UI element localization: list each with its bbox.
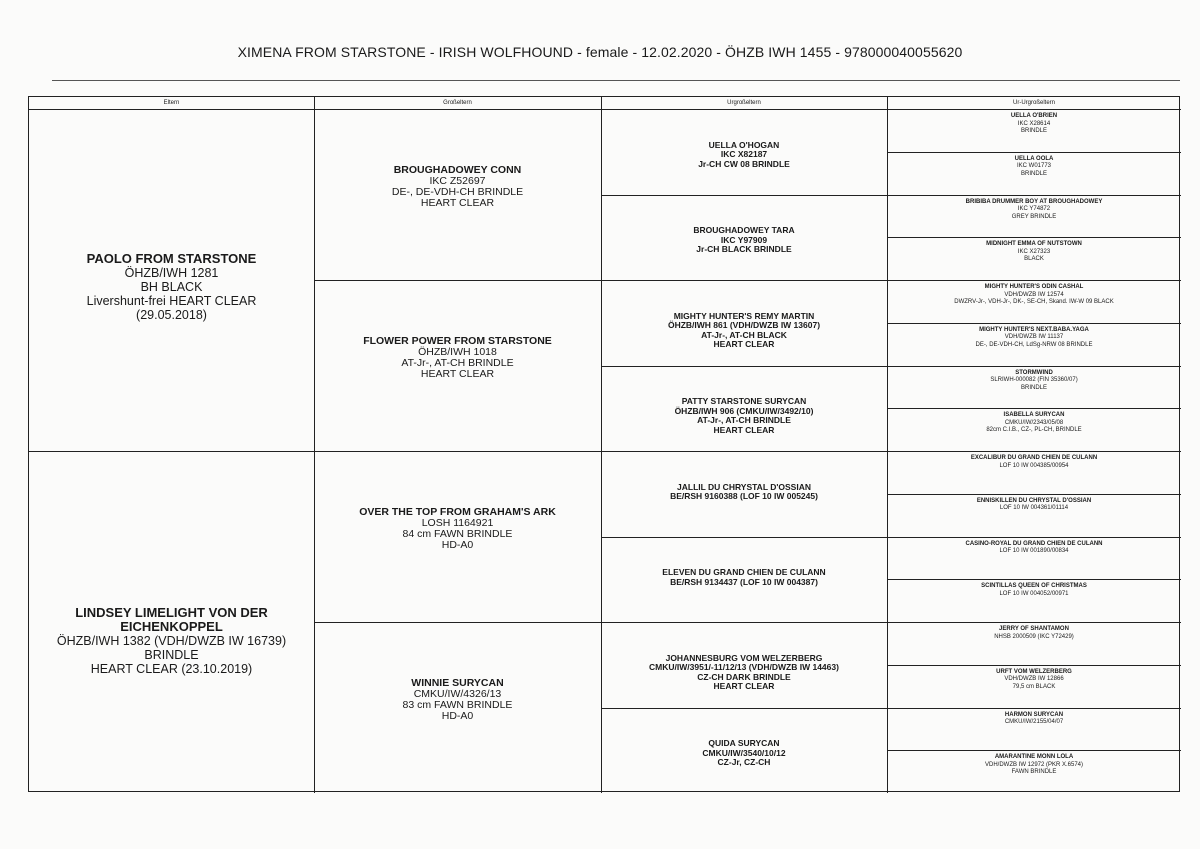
dog-name: WINNIE SURYCAN [411,677,504,690]
dog-name: OVER THE TOP FROM GRAHAM'S ARK [359,506,556,519]
dog-entry [996,669,1072,692]
dog-detail: VDH/DWZB IW 11137 [1004,334,1064,341]
dog-name: URFT VOM WELZERBERG [996,668,1072,675]
dog-detail: VDH/DWZB IW 12972 (PKR X.6574) [984,761,1084,768]
dog-detail: Jr-CH CW 08 BRINDLE [698,158,790,169]
dog-detail: HEART CLEAR [713,424,775,435]
dog-detail: SLRIWH-000082 (FIN 35360/07) [990,377,1078,383]
great-great-grandparent-cell [887,237,1181,280]
dog-name: ISABELLA SURYCAN [1003,412,1065,419]
dog-detail: CZ-Jr, CZ-CH [717,757,771,768]
great-great-grandparent-cell [887,750,1181,793]
dog-name: MIGHTY HUNTER'S REMY MARTIN [673,310,815,321]
dog-detail: IKC Y74872 [1017,206,1051,212]
dog-name: EXCALIBUR DU GRAND CHIEN DE CULANN [970,455,1098,461]
great-great-grandparent-cell [887,323,1181,366]
dog-detail: IKC Z52697 [429,175,486,188]
dog-name: BROUGHADOWEY CONN [393,164,522,177]
dog-entry [702,739,785,768]
dog-name: QUIDA SURYCAN [708,738,780,749]
dog-detail: ÖHZB/IWH 906 (CMKU/IW/3492/10) [674,405,814,416]
dog-detail: AT-Jr-, AT-CH BRINDLE [401,357,514,370]
dog-name: BROUGHADOWEY TARA [693,225,795,236]
dog-name: CASINO-ROYAL DU GRAND CHIEN DE CULANN [965,540,1103,547]
dog-entry [981,583,1087,598]
dog-detail: ÖHZB/IWH 1281 [124,266,219,280]
dog-detail: FAWN BRINDLE [1011,769,1057,776]
header-ur-urgrosseltern: Ur-Urgroßeltern [887,97,1181,110]
dog-name: AMARANTINE MONN LOLA [994,754,1074,761]
great-grandparent-cell [601,537,887,623]
dog-entry [675,397,814,435]
dog-detail: IKC Y97909 [720,234,768,245]
dog-entry [392,165,523,209]
dog-detail: LOF 10 IW 004052/00971 [999,590,1069,597]
dog-detail: LOSH 1164921 [421,517,494,530]
dog-entry [1011,113,1057,136]
dog-detail: 82cm C.I.B., CZ-, PL-CH, BRINDLE [986,427,1082,434]
dog-detail: ÖHZB/IWH 861 (VDH/DWZB IW 13607) [667,320,821,331]
dog-detail: ÖHZB/IWH 1382 (VDH/DWZB IW 16739) [56,634,287,648]
dog-entry [649,654,839,692]
dog-entry [986,412,1081,435]
great-great-grandparent-cell [887,622,1181,665]
dog-name: PATTY STARSTONE SURYCAN [681,396,807,407]
great-great-grandparent-cell [887,579,1181,622]
dog-detail: DWZRV-Jr-, VDH-Jr-, DK-, SE-CH, Skand. IW-W 09 BLACK [954,299,1114,305]
great-great-grandparent-cell [887,195,1181,238]
dog-detail: BRINDLE [1020,384,1047,391]
dog-name: MIGHTY HUNTER'S NEXT.BABA.YAGA [979,326,1089,333]
dog-detail: IKC X82187 [720,149,768,160]
dog-name: JOHANNESBURG VOM WELZERBERG [665,652,823,663]
great-great-grandparent-cell [887,451,1181,494]
dog-detail: CMKU/IW/3951/-11/12/13 (VDH/DWZB IW 14463) [649,662,839,673]
dog-entry [662,568,825,587]
dog-detail: HD-A0 [441,539,474,552]
dog-entry [954,284,1113,307]
dog-name: ENNISKILLEN DU CHRYSTAL D'OSSIAN [976,497,1092,504]
dog-detail: CMKU/IW/2155/04/07 [1004,719,1064,725]
dog-detail: VDH/DWZB IW 12866 [1004,676,1064,683]
dog-name: MIGHTY HUNTER'S ODIN CASHAL [984,284,1084,290]
dog-name: STORMWIND [1015,369,1053,376]
dog-name: FLOWER POWER FROM STARSTONE [363,335,552,348]
dog-detail: BRINDLE [144,648,199,662]
dog-detail: IKC X28614 [1017,120,1051,127]
dog-entry [965,541,1102,556]
dog-detail: 79,5 cm BLACK [1012,683,1056,690]
dog-detail: BRINDLE [1020,170,1047,177]
header-eltern: Eltern [29,97,314,110]
dog-entry [668,312,820,350]
dog-detail: VDH/DWZB IW 12574 [1004,291,1064,298]
dog-entry [986,241,1082,264]
dog-entry [403,678,513,722]
dog-detail: BLACK [1024,256,1044,263]
grandparent-cell [314,109,601,280]
great-grandparent-cell [601,280,887,366]
dog-entry [359,507,556,551]
great-great-grandparent-cell [887,366,1181,409]
dog-detail: AT-Jr-, AT-CH BRINDLE [697,415,791,426]
dog-detail: CMKU/IW/2343/05/08 [1004,419,1064,426]
dog-detail: 83 cm FAWN BRINDLE [402,699,513,712]
dog-detail: HEART CLEAR [420,197,495,210]
dog-entry [994,626,1074,641]
dog-detail: DE-, DE-VDH-CH, LdSg-NRW 08 BRINDLE [975,341,1093,348]
dog-entry [693,226,794,255]
great-grandparent-cell [601,451,887,537]
title-divider [52,80,1180,81]
dog-detail: BH BLACK [140,280,203,294]
dog-detail: HEART CLEAR (23.10.2019) [90,662,253,676]
dog-name: HARMON SURYCAN [1004,711,1064,718]
dog-entry [363,336,552,380]
document-title: XIMENA FROM STARSTONE - IRISH WOLFHOUND - female - 12.02.2020 - ÖHZB IWH 1455 - 978000040055620 [237,44,963,60]
dog-detail: 84 cm FAWN BRINDLE [402,528,513,541]
dog-detail: LOF 10 IW 004361/01114 [999,505,1069,512]
dog-name: UELLA O'HOGAN [708,139,780,150]
dog-detail: LOF 10 IW 004385/00954 [999,462,1069,469]
great-great-grandparent-cell [887,708,1181,751]
header-urgrosseltern: Urgroßeltern [601,97,887,110]
grandparent-cell [314,451,601,622]
dog-name: JERRY OF SHANTAMON [999,626,1069,632]
dog-detail: GREY BRINDLE [1011,213,1057,220]
dog-detail: IKC X27323 [1017,248,1051,255]
dog-name: MIDNIGHT EMMA OF NUTSTOWN [986,241,1082,248]
dog-entry [29,606,314,676]
dog-entry [87,252,257,322]
dog-entry [977,498,1091,513]
great-grandparent-cell [601,195,887,281]
dog-detail: Jr-CH BLACK BRINDLE [696,244,792,255]
dog-detail: HEART CLEAR [713,339,775,350]
dog-detail: DE-, DE-VDH-CH BRINDLE [391,186,524,199]
dog-entry [976,327,1093,350]
dog-entry [985,754,1083,777]
dog-detail: BRINDLE [1020,128,1047,134]
dog-detail: HEART CLEAR [420,368,495,381]
parent-cell [29,109,314,451]
dog-entry [966,199,1103,222]
dog-name: LINDSEY LIMELIGHT VON DER EICHENKOPPEL [75,605,268,634]
dog-name: SCINTILLAS QUEEN OF CHRISTMAS [981,583,1087,590]
dog-detail: CMKU/IW/3540/10/12 [702,747,786,758]
great-grandparent-cell [601,622,887,708]
great-great-grandparent-cell [887,280,1181,323]
great-grandparent-cell [601,366,887,452]
dog-name: ELEVEN DU GRAND CHIEN DE CULANN [662,567,826,578]
grandparent-cell [314,280,601,451]
dog-name: UELLA O'BRIEN [1010,113,1058,119]
dog-name: BRIBIBA DRUMMER BOY AT BROUGHADOWEY [965,198,1103,205]
dog-detail: NHSB 2000509 (IKC Y72429) [994,633,1074,640]
dog-detail: LOF 10 IW 001890/00834 [999,548,1069,554]
dog-entry [1015,156,1054,179]
dog-detail: IKC W01773 [1016,163,1052,170]
dog-detail: (29.05.2018) [136,308,207,322]
dog-detail: BE/RSH 9134437 (LOF 10 IW 004387) [670,576,818,587]
dog-detail: BE/RSH 9160388 (LOF 10 IW 005245) [670,491,818,502]
great-grandparent-cell [601,109,887,195]
great-great-grandparent-cell [887,665,1181,708]
dog-entry [1005,712,1063,727]
dog-detail: CMKU/IW/4326/13 [413,688,502,701]
dog-detail: HEART CLEAR [713,681,775,692]
grandparent-cell [314,622,601,793]
parent-cell [29,451,314,793]
great-great-grandparent-cell [887,152,1181,195]
header-grosseltern: Großeltern [314,97,601,110]
great-great-grandparent-cell [887,408,1181,451]
dog-detail: Livershunt-frei HEART CLEAR [86,294,257,308]
dog-entry [698,141,790,170]
great-great-grandparent-cell [887,494,1181,537]
dog-entry [971,455,1097,470]
great-grandparent-cell [601,708,887,794]
dog-detail: HD-A0 [441,710,474,723]
dog-detail: ÖHZB/IWH 1018 [418,346,497,359]
dog-name: PAOLO FROM STARSTONE [86,251,257,266]
dog-entry [990,370,1077,393]
dog-name: UELLA OOLA [1014,155,1054,162]
great-great-grandparent-cell [887,537,1181,580]
dog-entry [670,483,818,502]
great-great-grandparent-cell [887,109,1181,152]
dog-name: JALLIL DU CHRYSTAL D'OSSIAN [677,481,811,492]
pedigree-table [28,96,1180,792]
dog-detail: AT-Jr-, AT-CH BLACK [701,329,787,340]
dog-detail: CZ-CH DARK BRINDLE [697,671,791,682]
